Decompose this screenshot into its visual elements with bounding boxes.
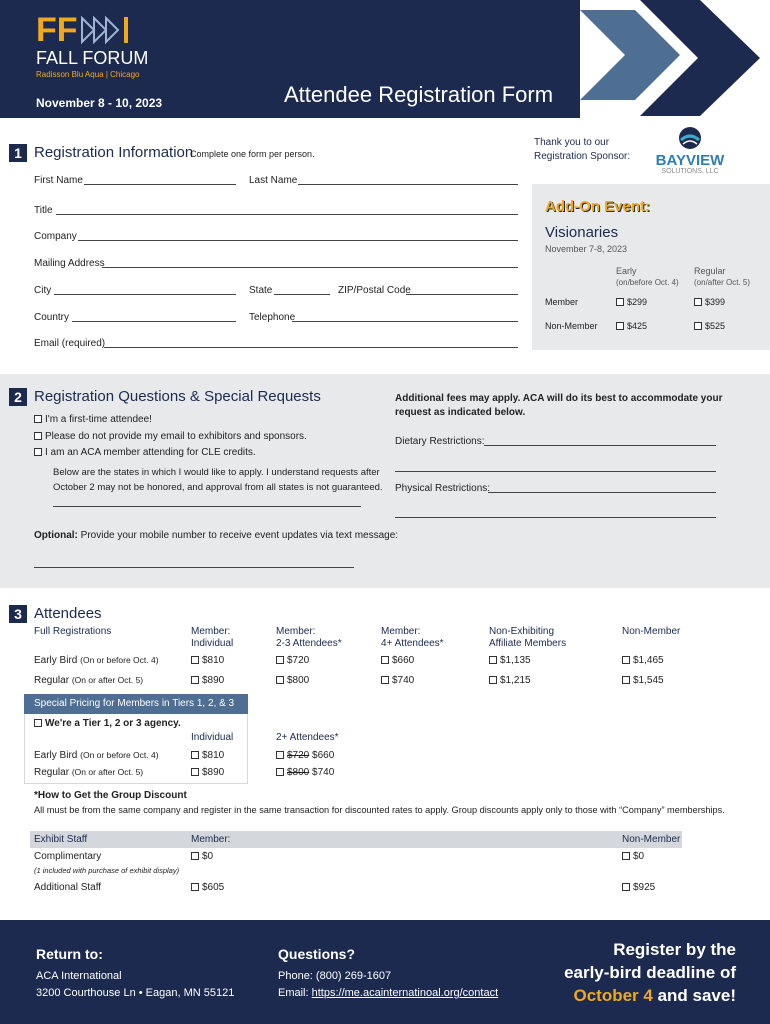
dietary-field-2[interactable] [395,462,716,472]
early-checkbox-4[interactable] [489,656,497,664]
last-name-field[interactable] [298,175,518,185]
early-bird-text: Early Bird [34,655,78,666]
tier-early-individual-checkbox[interactable] [191,751,199,759]
section-2-title: Registration Questions & Special Requests [34,388,321,405]
col-member-23-1: Member: [276,626,316,637]
add-nonmember-checkbox[interactable] [622,883,630,891]
tier-regular-label [34,767,143,778]
regular-checkbox-3[interactable] [381,676,389,684]
sponsor-sub: SOLUTIONS, LLC [661,168,719,175]
group-heading: *How to Get the Group Discount [34,790,187,801]
section-1-note: Complete one form per person. [190,149,315,159]
tier-early-sub: (On or before Oct. 4) [80,750,159,760]
regular-price-3-value: $740 [392,675,415,686]
addon-nonmember-early-price: $425 [627,321,648,331]
add-member[interactable] [191,882,224,893]
add-member-value: $605 [202,882,225,893]
addon-member-regular-price: $399 [705,297,726,307]
early-bird-sub: (On or before Oct. 4) [80,655,159,665]
state-field[interactable] [274,285,330,295]
early-price-1[interactable] [191,655,224,666]
col-nonmember: Non-Member [622,626,681,637]
optional-mobile-note [34,530,398,541]
questions-title: Questions? [278,946,356,962]
tier-early-individual-value: $810 [202,750,225,761]
mailing-label: Mailing Address [34,258,105,269]
addon-member-regular-checkbox[interactable] [694,298,702,306]
cle-label: I am an ACA member attending for CLE credits. [45,447,256,458]
first-name-label: First Name [34,175,83,186]
header-chevrons [560,0,770,118]
bayview-globe-icon [678,126,702,150]
comp-nonmember[interactable] [622,851,644,862]
city-label: City [34,285,52,296]
early-price-3[interactable] [381,655,414,666]
no-email-checkbox[interactable] [34,432,42,440]
addon-regular-header [694,265,750,289]
physical-field[interactable] [488,483,716,493]
logo [36,12,176,79]
dietary-label: Dietary Restrictions: [395,436,485,447]
dietary-field[interactable] [484,436,716,446]
last-name-label: Last Name [249,175,298,186]
complimentary-note: (1 included with purchase of exhibit display) [34,866,180,875]
no-email-option[interactable] [34,431,307,442]
zip-field[interactable] [406,285,518,295]
mailing-field[interactable] [102,258,518,268]
zip-label: ZIP/Postal Code [338,285,411,296]
addon-nonmember-label: Non-Member [545,321,598,331]
col-member-4plus-2: 4+ Attendees* [381,638,444,649]
tier-regular-sub: (On or after Oct. 5) [71,767,144,777]
regular-label [34,675,143,686]
regular-text: Regular [34,675,70,686]
questions-block [278,946,498,1002]
group-text: All must be from the same company and register in the same transaction for discounted rates to apply. Group discounts apply only to those with “Company” memberships. [34,805,725,815]
add-nonmember[interactable] [622,882,655,893]
states-note-line2: October 2 may not be honored, and approval from all states is not guaranteed. [53,482,383,493]
tier-regular-new-price: $740 [312,767,335,778]
regular-price-3[interactable] [381,675,414,686]
states-field[interactable] [53,497,361,507]
optional-text: Provide your mobile number to receive event updates via text message: [77,530,399,541]
early-price-5[interactable] [622,655,664,666]
return-line1: ACA International [36,970,122,982]
regular-price-1[interactable] [191,675,224,686]
col-member-individual [191,626,233,650]
section-2-number: 2 [9,388,27,406]
optional-bold: Optional: [34,530,78,541]
tier-label: We're a Tier 1, 2 or 3 agency. [45,718,181,729]
physical-field-2[interactable] [395,508,716,518]
section-1-title: Registration Information [34,144,194,161]
fees-note-line1: Additional fees may apply. ACA will do its best to accommodate your [395,393,723,404]
section-3-number: 3 [9,605,27,623]
comp-member-checkbox[interactable] [191,852,199,860]
states-note [53,465,383,495]
return-title: Return to: [36,946,103,962]
section-1-number: 1 [9,144,27,162]
tier-early-2plus[interactable] [276,750,334,761]
regular-checkbox-5[interactable] [622,676,630,684]
state-label: State [249,285,273,296]
exhibit-nonmember-label: Non-Member [622,834,681,845]
tier-early-2plus-checkbox[interactable] [276,751,284,759]
early-checkbox-2[interactable] [276,656,284,664]
add-member-checkbox[interactable] [191,883,199,891]
regular-price-4-value: $1,215 [500,675,531,686]
phone: Phone: (800) 269-1607 [278,970,392,982]
regular-checkbox-2[interactable] [276,676,284,684]
cta-end: and save! [652,986,736,1005]
email-field[interactable] [104,338,518,348]
regular-sub: (On or after Oct. 5) [71,675,144,685]
cta-line3 [564,984,736,1007]
tier-col-individual: Individual [191,732,234,743]
regular-price-2[interactable] [276,675,309,686]
tier-regular-old-price: $800 [287,767,310,778]
col-member-4plus-1: Member: [381,626,421,637]
tier-early-text: Early Bird [34,750,78,761]
contact-link[interactable]: https://me.acainternatinoal.org/contact [311,987,499,999]
first-name-field[interactable] [84,175,236,185]
form-title: Attendee Registration Form [284,82,554,107]
regular-price-4[interactable] [489,675,531,686]
early-checkbox-3[interactable] [381,656,389,664]
tier-option[interactable] [34,718,181,729]
comp-nonmember-checkbox[interactable] [622,852,630,860]
sponsor-name: BAYVIEW [655,152,725,169]
return-line2: 3200 Courthouse Ln • Eagan, MN 55121 [36,987,235,999]
telephone-field[interactable] [292,312,518,322]
comp-member-value: $0 [202,851,214,862]
addon-early-label: Early [616,266,637,276]
additional-staff-label: Additional Staff [34,882,102,893]
tier-regular-individual-checkbox[interactable] [191,768,199,776]
regular-price-2-value: $800 [287,675,310,686]
col-member-individual-1: Member: [191,626,231,637]
regular-price-5[interactable] [622,675,664,686]
cle-checkbox[interactable] [34,448,42,456]
exhibit-staff-label: Exhibit Staff [34,834,88,845]
first-time-option[interactable] [34,414,152,425]
tier-regular-individual[interactable] [191,767,224,778]
addon-nonmember-early[interactable] [616,321,647,331]
cta-line2: early-bird deadline of [564,963,736,982]
addon-regular-label: Regular [694,266,726,276]
col-nonexhibiting [489,626,566,650]
sponsor-thanks-line1: Thank you to our [534,137,610,148]
tier-early-old-price: $720 [287,750,310,761]
complimentary-label: Complimentary [34,851,102,862]
special-pricing-text: Special Pricing for Members in Tiers 1, 2, & 3 [34,698,235,709]
early-price-2[interactable] [276,655,309,666]
addon-regular-sub: (on/after Oct. 5) [694,278,751,287]
cle-option[interactable] [34,447,256,458]
logo-arrows-icon [80,15,138,45]
country-field[interactable] [72,312,236,322]
addon-nonmember-regular-checkbox[interactable] [694,322,702,330]
addon-heading: Add-On Event: [545,198,650,215]
addon-event-name: Visionaries [545,224,619,241]
full-registrations-label: Full Registrations [34,626,112,637]
company-field[interactable] [78,231,518,241]
tier-regular-individual-value: $890 [202,767,225,778]
event-dates: November 8 - 10, 2023 [36,96,163,110]
return-block [36,946,234,1002]
addon-early-header [616,265,679,289]
early-checkbox-1[interactable] [191,656,199,664]
fees-note-line2: request as indicated below. [395,407,526,418]
col-nonexhibiting-1: Non-Exhibiting [489,626,555,637]
tier-regular-2plus-checkbox[interactable] [276,768,284,776]
comp-nonmember-value: $0 [633,851,645,862]
tier-checkbox[interactable] [34,719,42,727]
cta-date: October 4 [573,986,653,1005]
telephone-label: Telephone [249,312,296,323]
cta-block [564,938,736,1007]
sponsor-logo [650,126,730,175]
tier-regular-2plus[interactable] [276,767,334,778]
fees-note [395,392,722,420]
early-price-2-value: $720 [287,655,310,666]
exhibit-member-label: Member: [191,834,231,845]
addon-nonmember-early-checkbox[interactable] [616,322,624,330]
addon-member-early-checkbox[interactable] [616,298,624,306]
early-bird-label [34,655,159,666]
mobile-field[interactable] [34,558,354,568]
addon-member-regular[interactable] [694,297,725,307]
email-line [278,985,498,1002]
title-label: Title [34,205,53,216]
logo-letters: FF [36,11,78,49]
section-3-title: Attendees [34,605,102,622]
sponsor-thanks-line2: Registration Sponsor: [534,151,631,162]
email-label: Email (required) [34,338,106,349]
col-member-23 [276,626,342,650]
addon-nonmember-regular-price: $525 [705,321,726,331]
exhibit-header-bar [30,831,682,848]
physical-label: Physical Restrictions: [395,483,491,494]
sponsor-thanks [534,136,630,164]
add-nonmember-value: $925 [633,882,656,893]
regular-price-5-value: $1,545 [633,675,664,686]
col-member-23-2: 2-3 Attendees* [276,638,342,649]
early-price-3-value: $660 [392,655,415,666]
logo-venue: Radisson Blu Aqua | Chicago [36,70,140,79]
country-label: Country [34,312,70,323]
regular-checkbox-1[interactable] [191,676,199,684]
city-field[interactable] [54,285,236,295]
title-field[interactable] [56,205,518,215]
early-price-1-value: $810 [202,655,225,666]
early-price-5-value: $1,465 [633,655,664,666]
col-member-individual-2: Individual [191,638,234,649]
addon-member-early[interactable] [616,297,647,307]
comp-member[interactable] [191,851,213,862]
tier-early-new-price: $660 [312,750,335,761]
addon-member-early-price: $299 [627,297,648,307]
col-nonexhibiting-2: Affiliate Members [489,638,567,649]
regular-price-1-value: $890 [202,675,225,686]
addon-early-sub: (on/before Oct. 4) [616,278,679,287]
cta-line1: Register by the [613,940,736,959]
addon-event-date: November 7-8, 2023 [545,244,628,254]
first-time-checkbox[interactable] [34,415,42,423]
addon-member-label: Member [545,297,579,307]
logo-name: FALL FORUM [36,48,149,68]
tier-col-2plus: 2+ Attendees* [276,732,339,743]
tier-early-label [34,750,159,761]
early-checkbox-5[interactable] [622,656,630,664]
tier-regular-text: Regular [34,767,70,778]
states-note-line1: Below are the states in which I would like to apply. I understand requests after [53,467,380,478]
regular-checkbox-4[interactable] [489,676,497,684]
company-label: Company [34,231,77,242]
early-price-4-value: $1,135 [500,655,531,666]
no-email-label: Please do not provide my email to exhibitors and sponsors. [45,431,307,442]
first-time-label: I'm a first-time attendee! [45,414,152,425]
email-label-text: Email: [278,987,312,999]
addon-nonmember-regular[interactable] [694,321,725,331]
tier-early-individual[interactable] [191,750,224,761]
col-member-4plus [381,626,444,650]
early-price-4[interactable] [489,655,531,666]
